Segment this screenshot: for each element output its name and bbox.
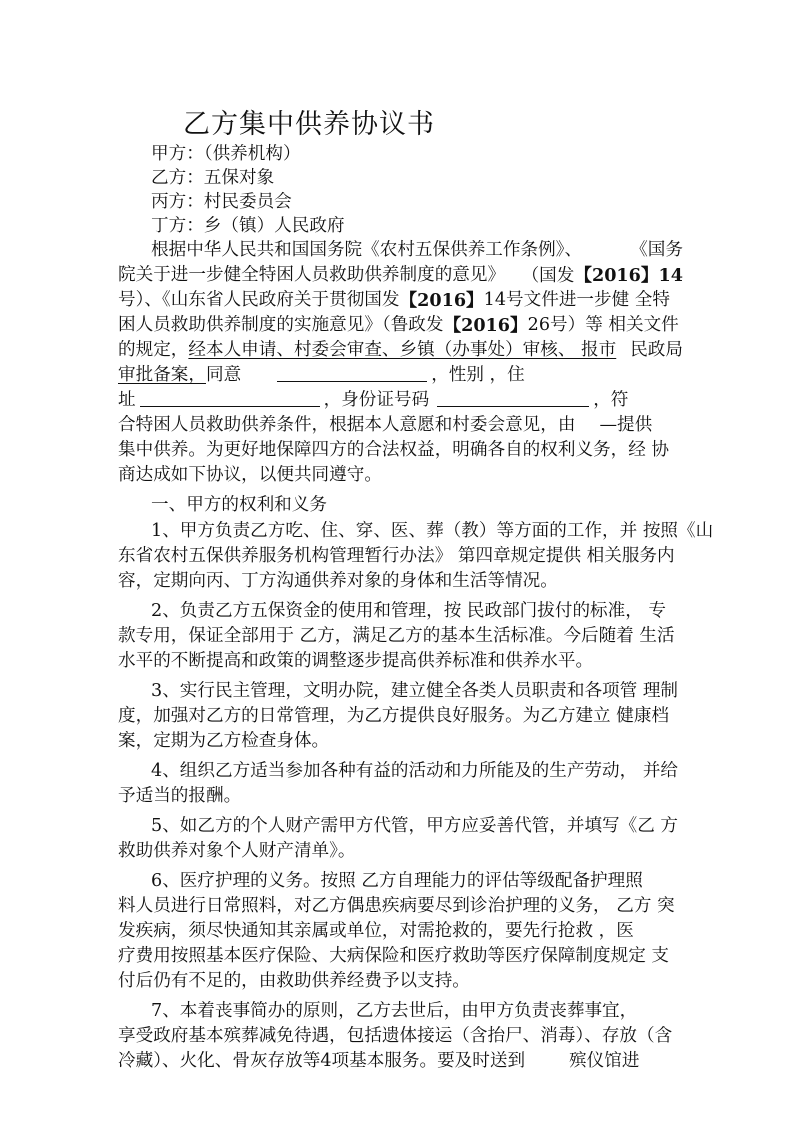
item-line: 案，定期为乙方检查身体。 xyxy=(118,731,330,751)
text-span: 26号）等 相关文件 xyxy=(527,315,679,335)
item-line: 发疾病，须尽快通知其亲属或单位，对需抢救的，要先行抢救 ，医 xyxy=(118,921,634,941)
text-span: 14 xyxy=(658,265,683,286)
item-line: 享受政府基本殡葬减免待遇，包括遗体接运（含抬尸、消毒）、存放（含 xyxy=(118,1026,673,1046)
item-line: 2、负责乙方五保资金的使用和管理，按 民政部门拔付的标准， 专 xyxy=(151,601,667,621)
intro-line xyxy=(118,313,683,338)
text-span: 《国务 xyxy=(630,240,683,260)
text-span xyxy=(118,338,616,363)
text-span: ，身份证号码 xyxy=(323,390,430,410)
item-line: 料人员进行日常照料，对乙方偶患疾病要尽到诊治护理的义务， 乙方 突 xyxy=(118,896,675,916)
party-b-line: 乙方：五保对象 xyxy=(151,168,275,188)
text-span: 的规定， xyxy=(118,340,189,360)
text-span xyxy=(522,263,683,289)
item-line: 3、实行民主管理，文明办院，建立健全各类人员职责和各项管 理制 xyxy=(151,681,679,701)
item-line: 付后仍有不足的，由救助供养经费予以支持。 xyxy=(118,971,470,991)
text-span: 根据中华人民共和国国务院《农村五保供养工作条例》、 xyxy=(151,240,583,260)
item-line: 4、组织乙方适当参加各种有益的活动和力所能及的生产劳动， 并给 xyxy=(151,761,679,781)
item-line: 款专用，保证全部用于 乙方，满足乙方的基本生活标准。今后随着 生活 xyxy=(118,626,675,646)
section-heading: 一、甲方的权利和义务 xyxy=(151,495,327,515)
item-line: 予适当的报酬。 xyxy=(118,786,242,806)
text-span: 【2016】 xyxy=(574,265,659,286)
text-span: ，性别 ，住 xyxy=(431,365,525,385)
text-span: 民政局 xyxy=(630,340,683,360)
text-span: 困人员救助供养制度的实施意见》（鲁政发 xyxy=(118,315,444,335)
id-number-blank[interactable] xyxy=(437,388,589,407)
text-span: ，符 xyxy=(593,390,629,410)
intro-line: 集中供养。为更好地保障四方的合法权益，明确各自的权利义务，经 协 xyxy=(118,440,670,460)
intro-line xyxy=(118,363,683,388)
item-line: 救助供养对象个人财产清单》。 xyxy=(118,841,356,861)
text-span: （国发 xyxy=(521,266,575,286)
item-line: 容，定期向丙、丁方沟通供养对象的身体和生活等情况。 xyxy=(118,571,558,591)
intro-line xyxy=(118,263,683,289)
intro-line xyxy=(118,338,683,363)
text-span: 冷藏）、火化、骨灰存放等4项基本服务。要及时送到 xyxy=(118,1051,526,1071)
address-blank[interactable] xyxy=(140,388,320,407)
item-line: 6、医疗护理的义务。按照 乙方自理能力的评估等级配备护理照 xyxy=(151,871,643,891)
text-span: 经本人申请、村委会审查、乡镇（办事处）审核、 报市 xyxy=(188,340,617,360)
text-span: 殡仪馆进 xyxy=(569,1051,640,1071)
text-span: —提供 xyxy=(599,415,653,435)
item-line xyxy=(118,1049,683,1074)
text-span: 合特困人员救助供养条件，根据本人意愿和村委会意见，由 xyxy=(118,415,576,435)
item-line: 7、本着丧事简办的原则，乙方去世后，由甲方负责丧葬事宜， xyxy=(151,1001,638,1021)
item-line: 1、甲方负责乙方吃、住、穿、医、葬（教）等方面的工作，并 按照《山 xyxy=(151,521,714,541)
party-a-line: 甲方：（供养机构） xyxy=(151,144,301,164)
text-span: 号）、《山东省人民政府关于贯彻国发 xyxy=(118,290,400,310)
intro-line xyxy=(118,388,683,413)
item-line: 度，加强对乙方的日常管理，为乙方提供良好服务。为乙方建立 健康档 xyxy=(118,706,670,726)
text-span: 审批备案， xyxy=(118,365,206,385)
item-line: 疗费用按照基本医疗保险、大病保险和医疗救助等医疗保障制度规定 支 xyxy=(118,946,670,966)
intro-line: 商达成如下协议，以便共同遵守。 xyxy=(118,465,382,485)
party-c-line: 丙方：村民委员会 xyxy=(151,192,292,212)
text-span: 14号文件进一步健 全特 xyxy=(483,290,670,310)
text-span: 【2016】 xyxy=(443,315,528,336)
name-blank[interactable] xyxy=(277,363,427,382)
intro-line xyxy=(118,288,683,313)
text-span: 同意 xyxy=(205,365,242,385)
item-line: 东省农村五保供养服务机构管理暂行办法》 第四章规定提供 相关服务内 xyxy=(118,546,675,566)
document-title: 乙方集中供养协议书 xyxy=(183,109,435,140)
text-span: 院关于进一步健全特困人员救助供养制度的意见》 xyxy=(118,265,506,285)
text-span: 【2016】 xyxy=(399,290,484,311)
party-d-line: 丁方：乡（镇）人民政府 xyxy=(151,216,345,236)
item-line: 水平的不断提高和政策的调整逐步提高供养标准和供养水平。 xyxy=(118,651,594,671)
text-span: 址 xyxy=(118,390,136,410)
item-line: 5、如乙方的个人财产需甲方代管，甲方应妥善代管，并填写《乙 方 xyxy=(151,816,679,836)
intro-line xyxy=(118,413,683,438)
intro-line xyxy=(151,238,683,263)
